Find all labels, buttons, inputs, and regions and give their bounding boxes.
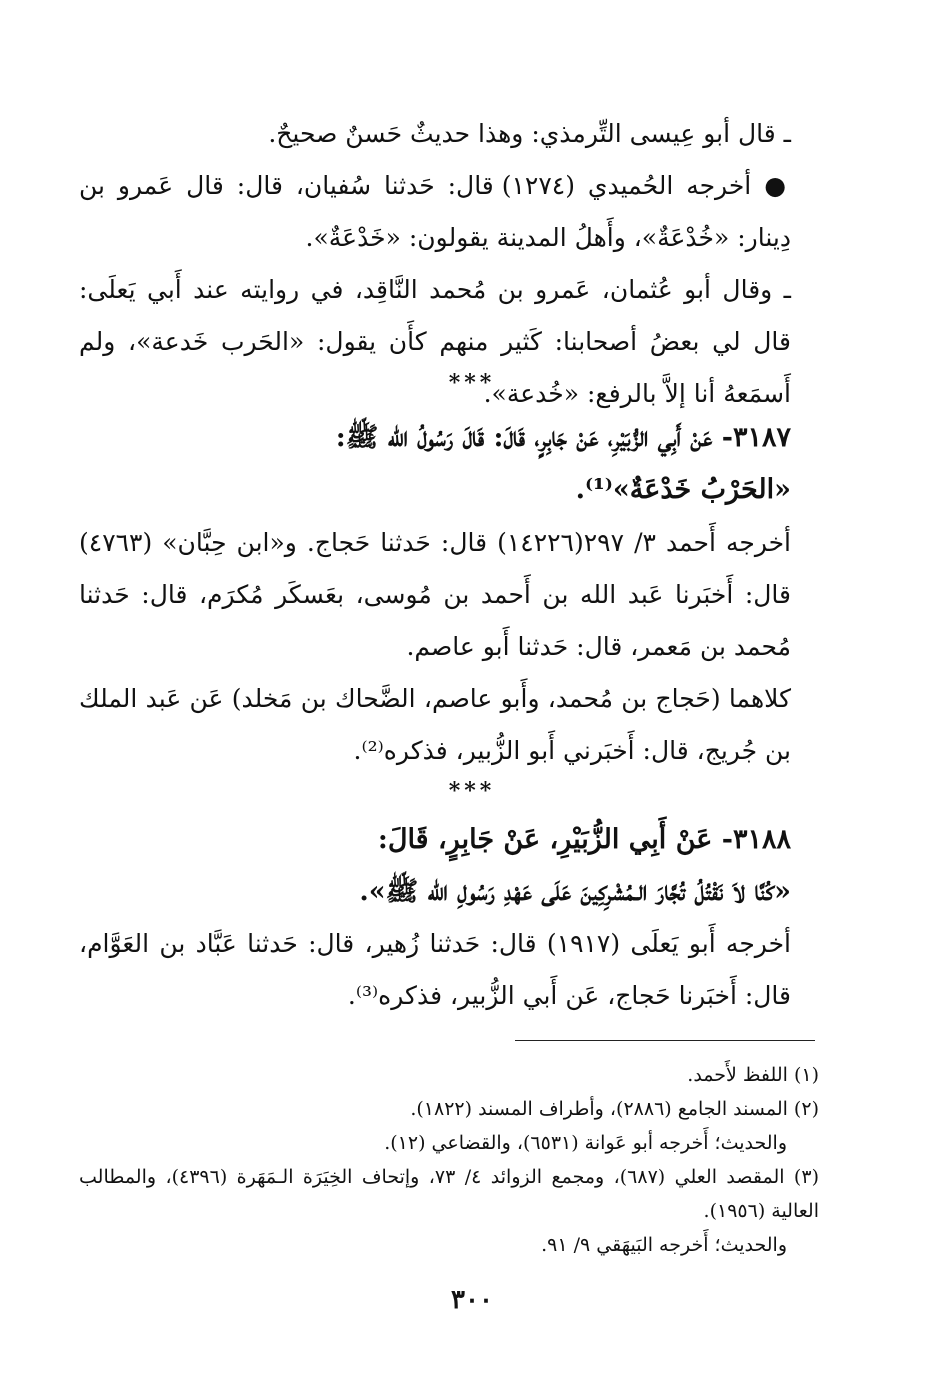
ahmad-ibn-hibban-takhrij: أخرجه أَحمد ٣/ ٢٩٧(١٤٢٢٦) قال: حَدثنا حَجاج. و«ابن حِبَّان» (٤٧٦٣) قال: أَخبَرنا عَبد الله بن أَحمد بن مُوسى، بعَسكَر مُكرَم، قال: حَدثنا مُحمد بن مَعمر، قال: حَدثنا أَبو عاصم. <box>79 528 792 661</box>
footnote-3: (٣) المقصد العلي (٦٨٧)، ومجمع الزوائد ٤/ ٧٣، وإتحاف الخِيَرَة الـمَهَرة (٤٣٩٦)، والمطالب العالية (١٩٥٦). <box>79 1166 819 1222</box>
hadith-3188 <box>79 814 819 918</box>
tirmidhi-grading: ـ قال أبو عِيسى التِّرمذي: وهذا حديثٌ حَسنٌ صحيحٌ. <box>268 119 791 148</box>
separator-stars-2: *** <box>448 778 496 804</box>
hadith-3188-matn: «كُنَّا لاَ نَقْتُلُ تُجَّارَ الـمُشْرِكِينَ عَلَى عَهْدِ رَسُولِ الله ﷺ». <box>359 876 791 907</box>
hadith-3188-isnad: ٣١٨٨- عَنْ أَبِي الزُّبَيْرِ، عَنْ جَابِرٍ، قَالَ: <box>377 824 791 855</box>
section-3 <box>79 918 819 1022</box>
humaidi-takhrij: ● أخرجه الحُميدي (١٢٧٤) قال: حَدثنا سُفيان، قال: قال عَمرو بن دِينار: «خُدْعَةٌ»، وأَهلُ المدينة يقولون: «خَدْعَةٌ». <box>79 171 791 252</box>
abu-yala-takhrij: أخرجه أَبو يَعلَى (١٩١٧) قال: حَدثنا زُهير، قال: حَدثنا عَبَّاد بن العَوَّام، قال: أَخبَرنا حَجاج، عَن أَبي الزُّبير، فذكره⁽³⁾. <box>79 929 791 1010</box>
footnote-divider <box>515 1040 815 1041</box>
footnote-2-sub: والحديث؛ أَخرجه أبو عَوانة (٦٥٣١)، والقضاعي (١٢). <box>384 1132 787 1154</box>
footnote-3-sub: والحديث؛ أَخرجه البَيهَقي ٩/ ٩١. <box>541 1234 787 1256</box>
hadith-3187-isnad: ٣١٨٧- عَنْ أَبِي الزُّبَيْرِ، عَنْ جَابِرٍ، قَالَ: قَالَ رَسُولُ الله ﷺ: <box>335 422 791 453</box>
both-narrators-note: كلاهما (حَجاج بن مُحمد، وأَبو عاصم، الضَّحاك بن مَخلد) عَن عَبد الملك بن جُريج، قال: أَخبَرني أَبو الزُّبير، فذكره⁽²⁾. <box>79 684 791 765</box>
hadith-3187 <box>79 412 819 516</box>
abu-uthman-note: ـ وقال أبو عُثمان، عَمرو بن مُحمد النَّاقِد، في روايته عند أَبي يَعلَى: قال لي بعضُ أصحابنا: كَثير منهم كأَن يقول: «الحَرب خَدعة»، ولم أَسمَعهُ أنا إلاَّ بالرفع: «خُدعة». <box>79 275 791 408</box>
footnotes <box>79 1058 819 1262</box>
footnote-1: (١) اللفظ لأَحمد. <box>687 1064 819 1086</box>
separator-stars-1: *** <box>448 370 496 396</box>
section-2 <box>79 517 819 777</box>
page-number: ٣٠٠ <box>451 1285 493 1315</box>
footnote-2: (٢) المسند الجامع (٢٨٨٦)، وأطراف المسند (١٨٢٢). <box>410 1098 819 1120</box>
hadith-3187-matn: «الحَرْبُ خَدْعَةٌ»⁽¹⁾. <box>575 474 791 505</box>
